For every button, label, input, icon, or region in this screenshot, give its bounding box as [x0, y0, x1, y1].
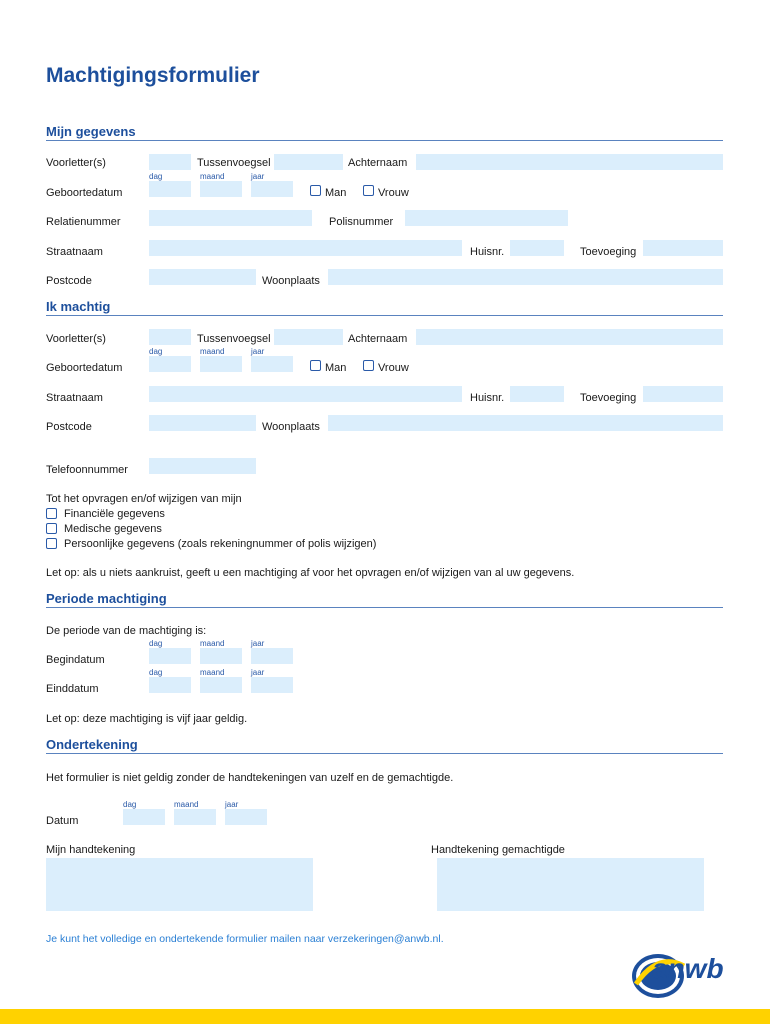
datum-maand-field[interactable]	[174, 809, 216, 825]
section-heading-ik-machtig: Ik machtig	[46, 299, 111, 314]
postcode-label: Postcode	[46, 421, 92, 433]
section-heading-periode-machtiging: Periode machtiging	[46, 591, 167, 606]
svg-text:anwb: anwb	[652, 953, 724, 984]
geboortedatum-label: Geboortedatum	[46, 362, 123, 374]
huisnr-label: Huisnr.	[470, 392, 505, 404]
vrouw-label: Vrouw	[378, 187, 409, 199]
footer-yellow-bar	[0, 1009, 770, 1024]
toevoeging-label: Toevoeging	[580, 392, 637, 404]
telefoonnummer-label: Telefoonnummer	[46, 464, 128, 476]
section-divider	[46, 140, 723, 141]
dag-label: dag	[149, 347, 163, 356]
jaar-label: jaar	[225, 800, 239, 809]
einddatum-label: Einddatum	[46, 683, 99, 695]
medische-gegevens-checkbox[interactable]	[46, 523, 57, 534]
gemachtigde-geboortedatum-jaar-field[interactable]	[251, 356, 293, 372]
huisnr-field[interactable]	[510, 240, 564, 256]
tussenvoegsel-field[interactable]	[274, 154, 343, 170]
mail-instruction: Je kunt het volledige en ondertekende formulier mailen naar verzekeringen@anwb.nl.	[46, 933, 444, 945]
woonplaats-label: Woonplaats	[262, 421, 320, 433]
einddatum-dag-field[interactable]	[149, 677, 191, 693]
datum-dag-field[interactable]	[123, 809, 165, 825]
jaar-label: jaar	[251, 639, 265, 648]
gemachtigde-toevoeging-field[interactable]	[643, 386, 723, 402]
einddatum-jaar-field[interactable]	[251, 677, 293, 693]
mijn-handtekening-field[interactable]	[46, 858, 313, 911]
woonplaats-field[interactable]	[328, 269, 723, 285]
mijn-handtekening-label: Mijn handtekening	[46, 844, 136, 856]
man-label: Man	[325, 187, 347, 199]
periode-intro: De periode van de machtiging is:	[46, 625, 207, 637]
gemachtigde-man-checkbox[interactable]	[310, 360, 321, 371]
financiele-gegevens-checkbox[interactable]	[46, 508, 57, 519]
datum-label: Datum	[46, 815, 79, 827]
dag-label: dag	[149, 668, 163, 677]
section-divider	[46, 315, 723, 316]
vrouw-checkbox[interactable]	[363, 185, 374, 196]
gemachtigde-huisnr-field[interactable]	[510, 386, 564, 402]
maand-label: maand	[200, 639, 225, 648]
voorletters-label: Voorletter(s)	[46, 157, 106, 169]
handtekening-gemachtigde-field[interactable]	[437, 858, 704, 911]
maand-label: maand	[200, 668, 225, 677]
financiele-gegevens-label: Financiële gegevens	[64, 508, 165, 520]
jaar-label: jaar	[251, 172, 265, 181]
geboortedatum-dag-field[interactable]	[149, 181, 191, 197]
einddatum-maand-field[interactable]	[200, 677, 242, 693]
relatienummer-field[interactable]	[149, 210, 312, 226]
geboortedatum-jaar-field[interactable]	[251, 181, 293, 197]
telefoonnummer-field[interactable]	[149, 458, 256, 474]
man-checkbox[interactable]	[310, 185, 321, 196]
voorletters-label: Voorletter(s)	[46, 333, 106, 345]
begindatum-label: Begindatum	[46, 654, 105, 666]
gemachtigde-voorletters-field[interactable]	[149, 329, 191, 345]
gemachtigde-geboortedatum-maand-field[interactable]	[200, 356, 242, 372]
achternaam-label: Achternaam	[348, 157, 408, 169]
section-divider	[46, 607, 723, 608]
tussenvoegsel-label: Tussenvoegsel	[197, 333, 271, 345]
polisnummer-field[interactable]	[405, 210, 568, 226]
straatnaam-label: Straatnaam	[46, 246, 103, 258]
relatienummer-label: Relatienummer	[46, 216, 121, 228]
woonplaats-label: Woonplaats	[262, 275, 320, 287]
achternaam-field[interactable]	[416, 154, 723, 170]
man-label: Man	[325, 362, 347, 374]
opvragen-intro: Tot het opvragen en/of wijzigen van mijn	[46, 493, 242, 505]
dag-label: dag	[149, 639, 163, 648]
section-divider	[46, 753, 723, 754]
aankruis-note: Let op: als u niets aankruist, geeft u een machtiging af voor het opvragen en/of wijzigen van al uw gegevens.	[46, 567, 575, 579]
gemachtigde-achternaam-field[interactable]	[416, 329, 723, 345]
geboortedatum-label: Geboortedatum	[46, 187, 123, 199]
gemachtigde-postcode-field[interactable]	[149, 415, 256, 431]
maand-label: maand	[200, 172, 225, 181]
gemachtigde-vrouw-checkbox[interactable]	[363, 360, 374, 371]
postcode-field[interactable]	[149, 269, 256, 285]
jaar-label: jaar	[251, 347, 265, 356]
section-heading-mijn-gegevens: Mijn gegevens	[46, 124, 136, 139]
persoonlijke-gegevens-checkbox[interactable]	[46, 538, 57, 549]
dag-label: dag	[149, 172, 163, 181]
begindatum-dag-field[interactable]	[149, 648, 191, 664]
toevoeging-label: Toevoeging	[580, 246, 637, 258]
datum-jaar-field[interactable]	[225, 809, 267, 825]
achternaam-label: Achternaam	[348, 333, 408, 345]
huisnr-label: Huisnr.	[470, 246, 505, 258]
gemachtigde-woonplaats-field[interactable]	[328, 415, 723, 431]
toevoeging-field[interactable]	[643, 240, 723, 256]
begindatum-maand-field[interactable]	[200, 648, 242, 664]
polisnummer-label: Polisnummer	[329, 216, 394, 228]
vrouw-label: Vrouw	[378, 362, 409, 374]
anwb-logo-icon	[630, 944, 738, 1002]
dag-label: dag	[123, 800, 137, 809]
handtekening-gemachtigde-label: Handtekening gemachtigde	[431, 844, 565, 856]
gemachtigde-straatnaam-field[interactable]	[149, 386, 462, 402]
ondertekening-intro: Het formulier is niet geldig zonder de handtekeningen van uzelf en de gemachtigde.	[46, 772, 454, 784]
begindatum-jaar-field[interactable]	[251, 648, 293, 664]
anwb-logo	[630, 944, 738, 1002]
jaar-label: jaar	[251, 668, 265, 677]
page-title: Machtigingsformulier	[46, 64, 260, 87]
geboortedatum-maand-field[interactable]	[200, 181, 242, 197]
voorletters-field[interactable]	[149, 154, 191, 170]
section-heading-ondertekening: Ondertekening	[46, 737, 138, 752]
postcode-label: Postcode	[46, 275, 92, 287]
maand-label: maand	[200, 347, 225, 356]
gemachtigde-geboortedatum-dag-field[interactable]	[149, 356, 191, 372]
straatnaam-label: Straatnaam	[46, 392, 103, 404]
maand-label: maand	[174, 800, 199, 809]
persoonlijke-gegevens-label: Persoonlijke gegevens (zoals rekeningnummer of polis wijzigen)	[64, 538, 377, 550]
tussenvoegsel-label: Tussenvoegsel	[197, 157, 271, 169]
gemachtigde-tussenvoegsel-field[interactable]	[274, 329, 343, 345]
medische-gegevens-label: Medische gegevens	[64, 523, 162, 535]
geldigheid-note: Let op: deze machtiging is vijf jaar geldig.	[46, 713, 248, 725]
straatnaam-field[interactable]	[149, 240, 462, 256]
